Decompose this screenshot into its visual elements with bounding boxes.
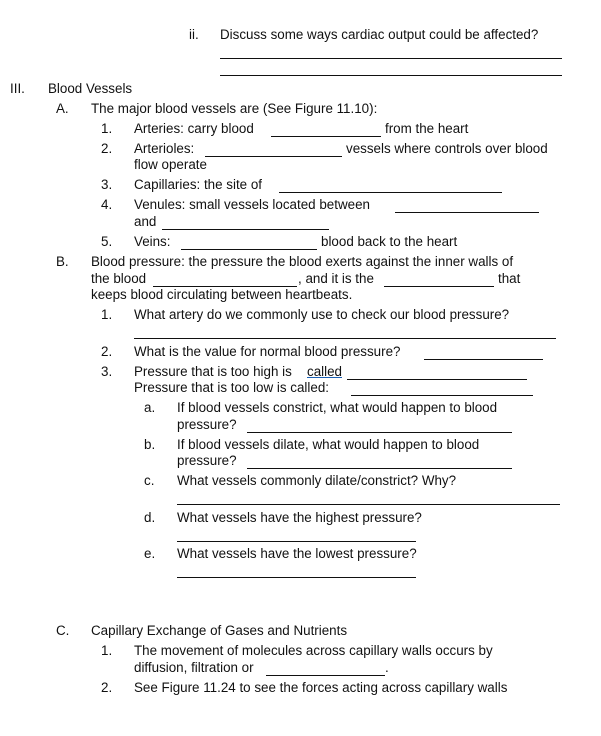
answer-blank[interactable] (153, 274, 297, 287)
list-number: 2. (101, 141, 113, 156)
list-number: 1. (101, 307, 113, 322)
list-number: 4. (101, 197, 113, 212)
answer-blank[interactable] (266, 663, 385, 676)
section-title: Blood Vessels (48, 81, 133, 96)
sub-list-letter: a. (144, 400, 156, 415)
question-text: What artery do we commonly use to check our blood pressure? (134, 307, 510, 322)
list-number: 3. (101, 364, 113, 379)
answer-blank[interactable] (247, 420, 512, 433)
answer-blank[interactable] (134, 326, 556, 339)
sub-list-letter: c. (144, 473, 155, 488)
answer-blank[interactable] (220, 63, 562, 76)
list-item-text: Capillaries: the site of (134, 177, 263, 192)
subsection-text: The major blood vessels are (See Figure 11.10): (91, 101, 378, 116)
section-number: III. (10, 81, 25, 96)
list-item-text: vessels where controls over blood (346, 141, 548, 156)
subsection-text: that (498, 271, 521, 286)
list-number: 1. (101, 121, 113, 136)
list-number: 2. (101, 344, 113, 359)
list-number: 3. (101, 177, 113, 192)
answer-blank[interactable] (177, 529, 416, 542)
answer-blank[interactable] (177, 565, 416, 578)
list-item-text: from the heart (385, 121, 469, 136)
question-text: What vessels commonly dilate/constrict? Why? (177, 473, 457, 488)
answer-blank[interactable] (384, 274, 494, 287)
answer-blank[interactable] (181, 237, 317, 250)
question-text: What is the value for normal blood pressure? (134, 344, 401, 359)
subsection-text: keeps blood circulating between heartbeats. (91, 287, 353, 302)
answer-blank[interactable] (424, 347, 543, 360)
answer-blank[interactable] (271, 124, 381, 137)
list-item-text: Arterioles: (134, 141, 195, 156)
question-text: Pressure that is too low is called: (134, 380, 329, 395)
question-text: What vessels have the lowest pressure? (177, 546, 417, 561)
sub-list-letter: b. (144, 437, 156, 452)
list-item-text: flow operate (134, 157, 207, 172)
answer-blank[interactable] (162, 217, 329, 230)
list-item-text: blood back to the heart (321, 234, 458, 249)
question-text: pressure? (177, 453, 237, 468)
sub-list-letter: e. (144, 546, 156, 561)
subsection-text: Blood pressure: the pressure the blood exerts against the inner walls of (91, 254, 514, 269)
answer-blank[interactable] (220, 46, 562, 59)
list-item-text: See Figure 11.24 to see the forces acting across capillary walls (134, 680, 508, 695)
answer-blank[interactable] (347, 367, 527, 380)
list-item-text: Arteries: carry blood (134, 121, 254, 136)
question-text: If blood vessels dilate, what would happen to blood (177, 437, 480, 452)
question-text: What vessels have the highest pressure? (177, 510, 422, 525)
answer-blank[interactable] (395, 200, 539, 213)
list-item-text: and (134, 214, 157, 229)
answer-blank[interactable] (247, 456, 512, 469)
list-number: 1. (101, 643, 113, 658)
subsection-text: Capillary Exchange of Gases and Nutrients (91, 623, 348, 638)
list-item-text: Veins: (134, 234, 171, 249)
answer-blank[interactable] (279, 180, 502, 193)
item-number: ii. (189, 27, 199, 42)
question-text: Pressure that is too high is (134, 364, 292, 379)
called-word: called (307, 364, 342, 379)
question-text: pressure? (177, 417, 237, 432)
sub-list-letter: d. (144, 510, 156, 525)
answer-blank[interactable] (351, 383, 533, 396)
subsection-letter: C. (56, 623, 70, 638)
question-text: If blood vessels constrict, what would happen to blood (177, 400, 498, 415)
list-item-text: Venules: small vessels located between (134, 197, 370, 212)
list-number: 5. (101, 234, 113, 249)
subsection-letter: A. (56, 101, 69, 116)
list-item-text: . (385, 660, 389, 675)
list-number: 2. (101, 680, 113, 695)
answer-blank[interactable] (205, 144, 342, 157)
subsection-letter: B. (56, 254, 69, 269)
subsection-text: , and it is the (298, 271, 374, 286)
subsection-text: the blood (91, 271, 147, 286)
list-item-text: diffusion, filtration or (134, 660, 254, 675)
question-text: Discuss some ways cardiac output could be affected? (220, 27, 539, 42)
answer-blank[interactable] (177, 492, 560, 505)
list-item-text: The movement of molecules across capillary walls occurs by (134, 643, 493, 658)
